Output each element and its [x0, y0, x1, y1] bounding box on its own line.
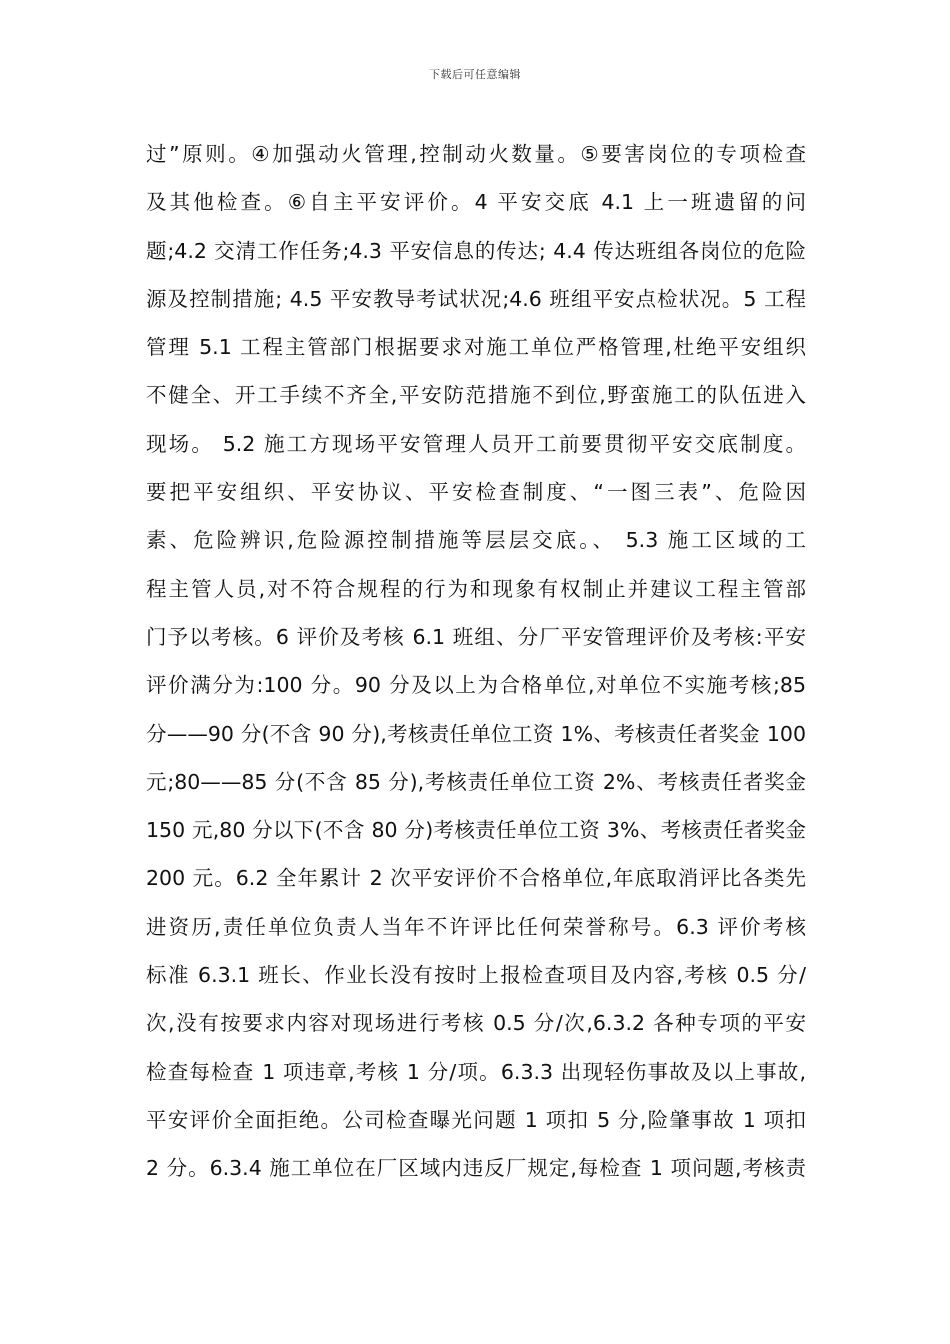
text-line: 过”原则。④加强动火管理,控制动火数量。⑤要害岗位的专项检查	[146, 142, 806, 166]
text-line: 分——90 分(不含 90 分),考核责任单位工资 1%、考核责任者奖金 100	[146, 721, 806, 746]
text-line: 程主管人员,对不符合规程的行为和现象有权制止并建议工程主管部	[146, 576, 806, 601]
text-line: 200 元。6.2 全年累计 2 次平安评价不合格单位,年底取消评比各类先	[146, 866, 806, 891]
text-line: 管理 5.1 工程主管部门根据要求对施工单位严格管理,杜绝平安组织	[146, 335, 806, 360]
text-line: 检查每检查 1 项违章,考核 1 分/项。6.3.3 出现轻伤事故及以上事故,	[146, 1059, 806, 1084]
text-line: 素、危险辨识,危险源控制措施等层层交底。、 5.3 施工区域的工	[146, 528, 806, 553]
page-header: 下载后可任意编辑	[429, 68, 521, 81]
text-line: 评价满分为:100 分。90 分及以上为合格单位,对单位不实施考核;85	[146, 673, 806, 698]
text-line: 次,没有按要求内容对现场进行考核 0.5 分/次,6.3.2 各种专项的平安	[146, 1011, 806, 1036]
text-line: 及其他检查。⑥自主平安评价。4 平安交底 4.1 上一班遗留的问	[146, 190, 806, 215]
text-line: 不健全、开工手续不齐全,平安防范措施不到位,野蛮施工的队伍进入	[146, 383, 806, 408]
text-line: 进资历,责任单位负责人当年不许评比任何荣誉称号。6.3 评价考核	[146, 914, 806, 939]
text-line: 现场。 5.2 施工方现场平安管理人员开工前要贯彻平安交底制度。	[146, 431, 806, 456]
text-line: 2 分。6.3.4 施工单位在厂区域内违反厂规定,每检查 1 项问题,考核责	[146, 1156, 806, 1181]
text-line: 门予以考核。6 评价及考核 6.1 班组、分厂平安管理评价及考核:平安	[146, 624, 806, 649]
text-line: 要把平安组织、平安协议、平安检查制度、“一图三表”、危险因	[146, 480, 806, 505]
text-line: 题;4.2 交清工作任务;4.3 平安信息的传达; 4.4 传达班组各岗位的危险	[146, 238, 806, 263]
text-line: 平安评价全面拒绝。公司检查曝光问题 1 项扣 5 分,险肇事故 1 项扣	[146, 1107, 806, 1132]
text-line: 150 元,80 分以下(不含 80 分)考核责任单位工资 3%、考核责任者奖金	[146, 818, 806, 843]
text-line: 源及控制措施; 4.5 平安教导考试状况;4.6 班组平安点检状况。5 工程	[146, 286, 806, 311]
text-line: 标准 6.3.1 班长、作业长没有按时上报检查项目及内容,考核 0.5 分/	[146, 963, 806, 988]
body-text	[146, 130, 806, 1193]
text-line: 元;80——85 分(不含 85 分),考核责任单位工资 2%、考核责任者奖金	[146, 769, 806, 794]
